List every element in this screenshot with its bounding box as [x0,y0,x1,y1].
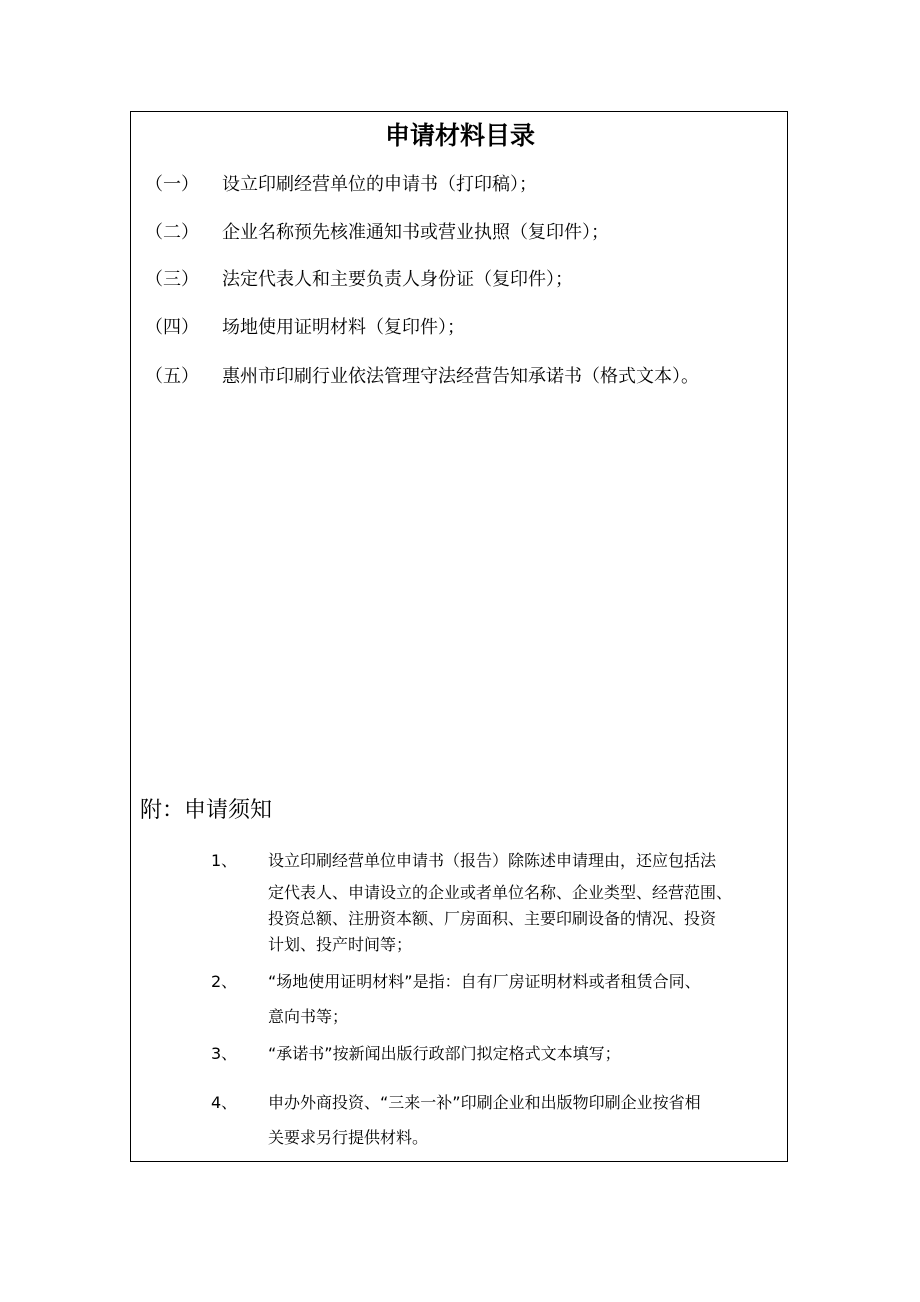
notice-line: 投资总额、注册资本额、厂房面积、主要印刷设备的情况、投资 [268,909,717,928]
notice-text [268,969,786,1030]
notice-number: 1、 [211,851,238,870]
material-number: （二） [145,222,199,243]
material-text: 设立印刷经营单位的申请书（打印稿）； [222,174,537,195]
notice-number: 3、 [211,1044,238,1063]
notice-line: 意向书等； [268,1007,349,1026]
material-text: 惠州市印刷行业依法管理守法经营告知承诺书（格式文本）。 [222,366,699,387]
material-item [0,170,700,200]
material-number: （三） [145,269,199,290]
material-item [0,218,700,248]
notice-number: 4、 [211,1093,238,1112]
material-number: （一） [145,174,199,195]
material-number: （五） [145,366,199,387]
notice-line: 计划、投产时间等； [268,935,413,954]
material-item [0,265,700,295]
material-item [0,313,700,343]
notice-line: 定代表人、申请设立的企业或者单位名称、企业类型、经营范围、 [268,883,733,902]
notice-line: 设立印刷经营单位申请书（报告）除陈述申请理由，还应包括法 [268,851,717,870]
material-text: 企业名称预先核准通知书或营业执照（复印件）； [222,222,609,243]
notice-text [268,1090,786,1151]
material-text: 场地使用证明材料（复印件）； [222,317,465,338]
notice-line: “承诺书”按新闻出版行政部门拟定格式文本填写； [268,1044,621,1063]
notice-line: 申办外商投资、“三来一补”印刷企业和出版物印刷企业按省相 [268,1093,701,1112]
notice-text [268,1041,786,1067]
notice-line: “场地使用证明材料”是指：自有厂房证明材料或者租赁合同、 [268,972,701,991]
material-number: （四） [145,317,199,338]
notice-line: 关要求另行提供材料。 [268,1128,429,1147]
page-title: 申请材料目录 [384,121,535,150]
notice-number: 2、 [211,972,238,991]
material-text: 法定代表人和主要负责人身份证（复印件）； [222,269,573,290]
material-item [0,362,700,392]
notice-text [268,848,786,957]
notice-heading: 附：申请须知 [140,798,273,823]
